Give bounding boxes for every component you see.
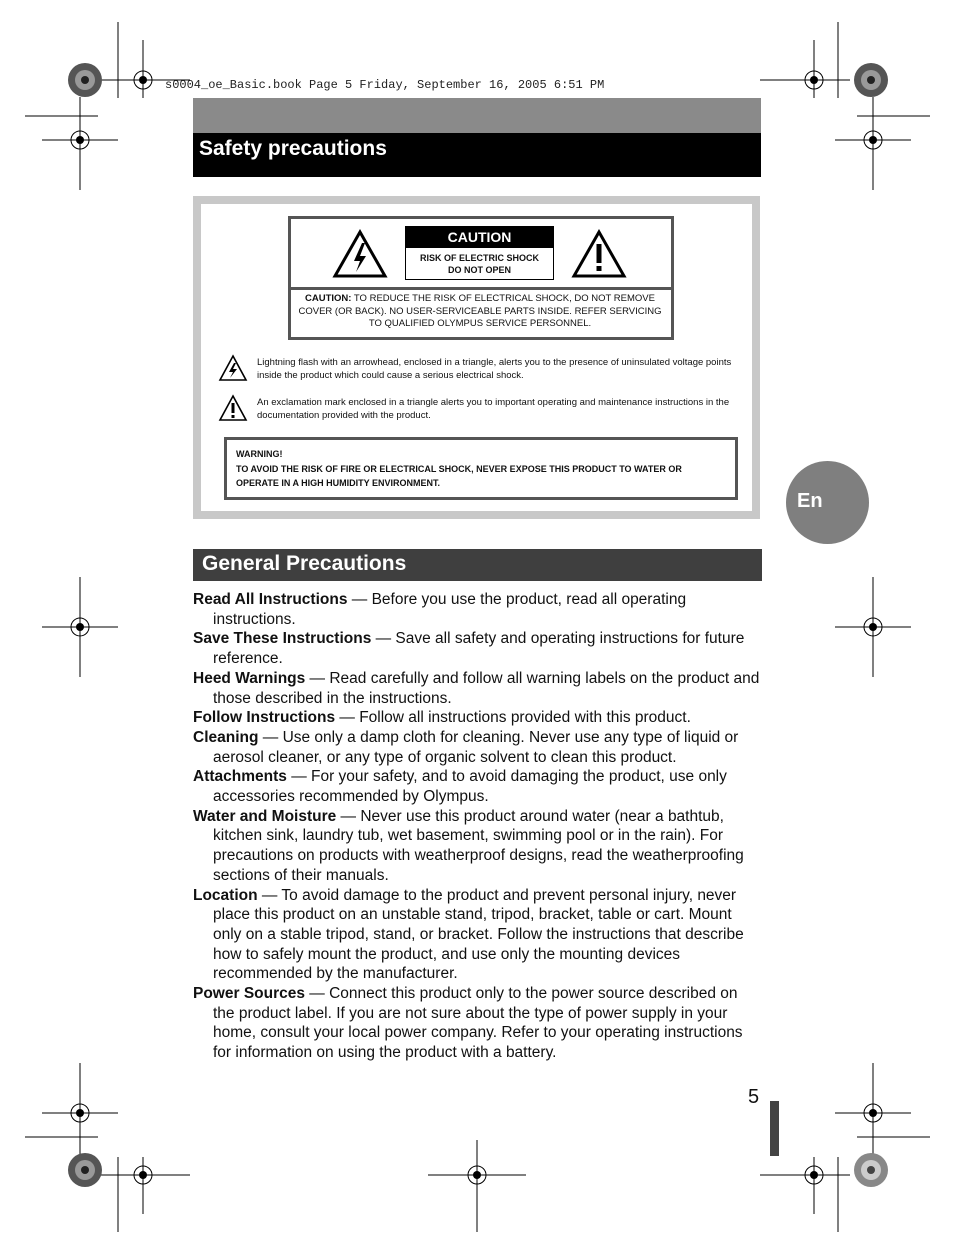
warning-text	[236, 447, 726, 491]
exclamation-note: An exclamation mark enclosed in a triangle alerts you to important operating and maintenance instructions in the documentation provided with the product.	[257, 397, 730, 421]
print-header-line: s0004_oe_Basic.book Page 5 Friday, September 16, 2005 6:51 PM	[165, 78, 605, 92]
list-item: Location — To avoid damage to the product and prevent personal injury, never place this product on an unstable stand, tripod, bracket, table or cart. Mount only on a stable tripod, stand, or bracket. Follow the instructions that describe how to safely mount the product, and use only the mounting devices recommended by the manufacturer.	[193, 886, 744, 983]
exclamation-warning-icon	[218, 394, 248, 422]
general-precautions-band	[193, 549, 762, 581]
page-edge-bar	[770, 1101, 779, 1156]
exclamation-triangle-icon	[571, 229, 627, 279]
list-item: Heed Warnings — Read carefully and follow all warning labels on the product and those described in the instructions.	[193, 669, 760, 707]
language-tab	[786, 461, 869, 544]
lightning-triangle-icon	[332, 229, 388, 279]
page-number: 5	[748, 1086, 760, 1108]
lightning-note: Lightning flash with an arrowhead, enclosed in a triangle, alerts you to the presence of uninsulated voltage points inside the product which could cause a serious electrical shock.	[257, 357, 732, 381]
caution-heading: CAUTION	[406, 227, 553, 248]
list-item: Save These Instructions — Save all safety and operating instructions for future reference.	[193, 630, 745, 668]
warning-body: TO AVOID THE RISK OF FIRE OR ELECTRICAL SHOCK, NEVER EXPOSE THIS PRODUCT TO WATER OR OPERATE IN A HIGH HUMIDITY ENVIRONMENT.	[236, 463, 682, 488]
lightning-warning-icon	[218, 354, 248, 382]
language-tab-label: En	[797, 490, 823, 512]
warning-label: WARNING!	[236, 449, 283, 459]
list-item: Read All Instructions — Before you use the product, read all operating instructions.	[193, 591, 687, 628]
list-item: Water and Moisture — Never use this product around water (near a bathtub, kitchen sink, laundry tub, wet basement, swimming pool or in the rain). For precautions on products with weatherproof designs, read the weatherproofing sections of their manuals.	[193, 807, 744, 884]
list-item: Follow Instructions — Follow all instructions provided with this product.	[193, 709, 691, 727]
general-precautions-title: General Precautions	[202, 552, 407, 575]
caution-label	[405, 226, 554, 280]
risk-text: RISK OF ELECTRIC SHOCK DO NOT OPEN	[419, 253, 539, 275]
page-title: Safety precautions	[199, 137, 387, 160]
caution-statement: CAUTION: TO REDUCE THE RISK OF ELECTRICAL SHOCK, DO NOT REMOVE COVER (OR BACK). NO USER-SERVICEABLE PARTS INSIDE. REFER SERVICING TO QUALIFIED OLYMPUS SERVICE PERSONNEL.	[298, 293, 662, 329]
precautions-list	[193, 590, 762, 1063]
list-item: Attachments — For your safety, and to avoid damaging the product, use only accessories recommended by Olympus.	[193, 768, 727, 806]
list-item: Cleaning — Use only a damp cloth for cleaning. Never use any type of liquid or aerosol cleaner, or any type of organic solvent to clean this product.	[193, 728, 739, 766]
section-title-band	[193, 133, 761, 177]
caution-divider	[291, 287, 671, 290]
title-band-top	[193, 98, 761, 133]
list-item: Power Sources — Connect this product only to the power source described on the product label. If you are not sure about the type of power supply in your home, consult your local power company. Refer to your operating instructions for information on using the product with a battery.	[193, 985, 743, 1062]
